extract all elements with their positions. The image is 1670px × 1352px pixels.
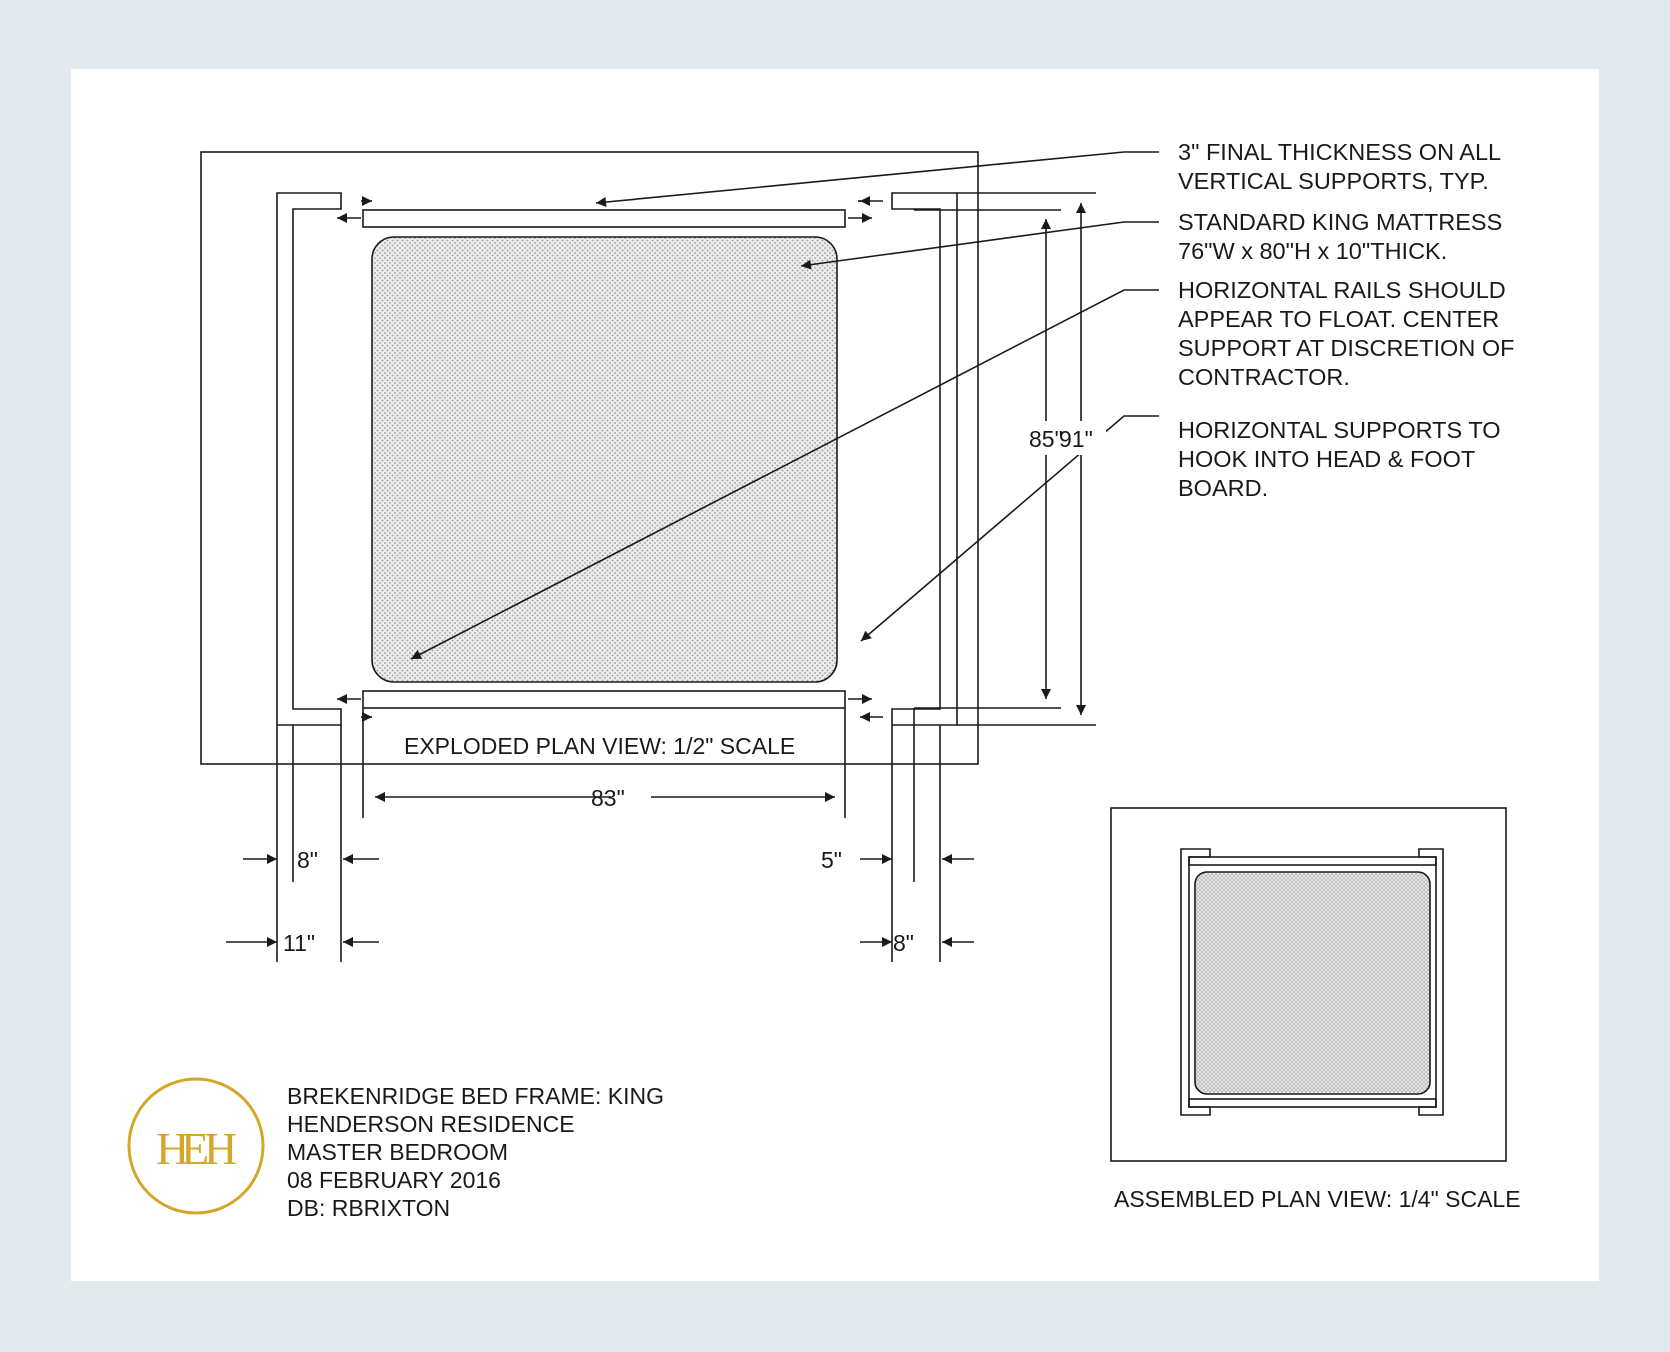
- note-1-line-1: 3" FINAL THICKNESS ON ALL: [1178, 139, 1502, 165]
- title-line-client: HENDERSON RESIDENCE: [287, 1111, 575, 1137]
- note-1-line-2: VERTICAL SUPPORTS, TYP.: [1178, 168, 1489, 194]
- title-line-designer: DB: RBRIXTON: [287, 1195, 451, 1221]
- footboard-right: [892, 193, 957, 725]
- rail-top: [363, 210, 845, 227]
- dim-rail-length: 83": [591, 785, 625, 811]
- logo-letter-3: H: [204, 1123, 238, 1174]
- note-4-line-1: HORIZONTAL SUPPORTS TO: [1178, 417, 1501, 443]
- assembled-mattress: [1195, 872, 1430, 1094]
- logo-letter-1: H: [156, 1123, 190, 1174]
- assembled-plan-view: [1111, 808, 1506, 1161]
- dim-right-inner: 5": [821, 847, 842, 873]
- dim-inner-height: 85": [1029, 426, 1063, 452]
- logo-letter-2: E: [181, 1123, 210, 1174]
- drawing-sheet: [71, 69, 1599, 1281]
- headboard-left: [277, 193, 341, 725]
- note-2-line-2: 76"W x 80"H x 10"THICK.: [1178, 238, 1448, 264]
- note-3-line-4: CONTRACTOR.: [1178, 364, 1350, 390]
- title-line-date: 08 FEBRUARY 2016: [287, 1167, 501, 1193]
- assembled-rail-bottom: [1189, 1099, 1436, 1107]
- rail-bottom: [363, 691, 845, 708]
- note-3-line-2: APPEAR TO FLOAT. CENTER: [1178, 306, 1500, 332]
- note-4-line-2: HOOK INTO HEAD & FOOT: [1178, 446, 1476, 472]
- logo: [129, 1079, 263, 1213]
- note-2-line-1: STANDARD KING MATTRESS: [1178, 209, 1503, 235]
- exploded-plan-view: [201, 152, 1159, 962]
- dim-outer-height: 91": [1059, 426, 1093, 452]
- note-3-line-1: HORIZONTAL RAILS SHOULD: [1178, 277, 1506, 303]
- dim-left-outer: 11": [283, 930, 316, 956]
- dim-left-inner: 8": [297, 847, 318, 873]
- assembled-rail-top: [1189, 857, 1436, 865]
- dim-right-outer: 8": [893, 930, 914, 956]
- mattress: [372, 237, 837, 682]
- title-line-room: MASTER BEDROOM: [287, 1139, 509, 1165]
- note-4-line-3: BOARD.: [1178, 475, 1269, 501]
- note-3-line-3: SUPPORT AT DISCRETION OF: [1178, 335, 1515, 361]
- notes: [1178, 139, 1514, 501]
- assembled-view-caption: ASSEMBLED PLAN VIEW: 1/4" SCALE: [1114, 1186, 1521, 1212]
- bed-frame-drawing: [71, 69, 1599, 1281]
- exploded-view-caption: EXPLODED PLAN VIEW: 1/2" SCALE: [404, 733, 796, 759]
- title-line-project: BREKENRIDGE BED FRAME: KING: [287, 1083, 665, 1109]
- title-block: [287, 1083, 664, 1221]
